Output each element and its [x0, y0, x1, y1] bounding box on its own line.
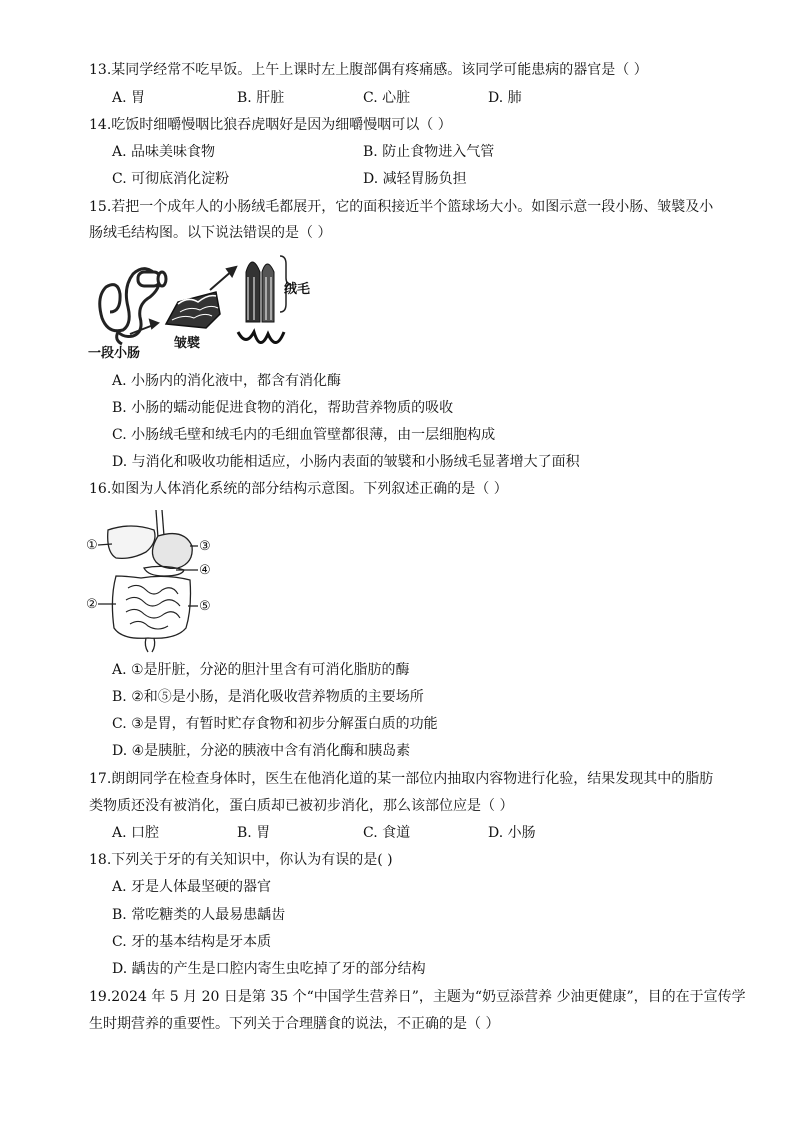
large-intestine-drawing — [112, 576, 190, 638]
question-16-stem: 16.如图为人体消化系统的部分结构示意图。下列叙述正确的是（ ） — [89, 481, 508, 497]
label-fold: 皱襞 — [174, 336, 201, 351]
digestive-system-figure — [86, 508, 218, 653]
q15-option-b: B. 小肠的蠕动能促进食物的消化，帮助营养物质的吸收 — [112, 400, 454, 416]
q15-option-c: C. 小肠绒毛壁和绒毛内的毛细血管壁都很薄，由一层细胞构成 — [112, 427, 496, 443]
q15-option-a: A. 小肠内的消化液中，都含有消化酶 — [112, 373, 342, 389]
q13-option-b: B. 肝脏 — [237, 90, 285, 106]
marker-3: ③ — [199, 539, 211, 554]
q18-option-a: A. 牙是人体最坚硬的器官 — [112, 879, 272, 895]
q14-option-c: C. 可彻底消化淀粉 — [112, 171, 230, 187]
question-15-stem-line2: 肠绒毛结构图。以下说法错误的是（ ） — [89, 225, 332, 241]
liver-drawing — [108, 526, 155, 558]
question-14-stem: 14.吃饭时细嚼慢咽比狼吞虎咽好是因为细嚼慢咽可以（ ） — [89, 117, 452, 133]
q16-option-b: B. ②和⑤是小肠，是消化吸收营养物质的主要场所 — [112, 689, 424, 705]
question-13-stem: 13.某同学经常不吃早饭。上午上课时左上腹部偶有疼痛感。该同学可能患病的器官是（ ） — [89, 62, 648, 78]
marker-4: ④ — [199, 563, 211, 578]
marker-5: ⑤ — [199, 599, 211, 614]
label-segment: 一段小肠 — [88, 346, 141, 361]
q14-option-b: B. 防止食物进入气管 — [363, 144, 495, 160]
small-intestine-drawing — [126, 585, 180, 629]
q16-option-d: D. ④是胰脏，分泌的胰液中含有消化酶和胰岛素 — [112, 743, 411, 759]
q16-option-c: C. ③是胃，有暂时贮存食物和初步分解蛋白质的功能 — [112, 716, 438, 732]
q17-option-a: A. 口腔 — [112, 825, 160, 841]
q14-option-a: A. 品味美味食物 — [112, 144, 216, 160]
q18-option-d: D. 龋齿的产生是口腔内寄生虫吃掉了牙的部分结构 — [112, 961, 426, 977]
arrow-to-fold-icon — [130, 320, 158, 334]
question-17-stem-line2: 类物质还没有被消化，蛋白质却已被初步消化，那么该部位应是（ ） — [89, 798, 514, 814]
q13-option-a: A. 胃 — [112, 90, 146, 106]
question-19-stem-line2: 生时期营养的重要性。下列关于合理膳食的说法，不正确的是（ ） — [89, 1016, 500, 1032]
villi-drawing — [238, 262, 284, 343]
q17-option-d: D. 小肠 — [488, 825, 536, 841]
q17-option-c: C. 食道 — [363, 825, 411, 841]
q18-option-c: C. 牙的基本结构是牙本质 — [112, 934, 272, 950]
small-intestine-figure — [88, 252, 328, 362]
q16-option-a: A. ①是肝脏，分泌的胆汁里含有可消化脂肪的酶 — [112, 662, 410, 678]
arrow-to-villi-icon — [210, 267, 236, 290]
marker-1: ① — [86, 538, 98, 553]
marker-2: ② — [86, 597, 98, 612]
question-15-stem-line1: 15.若把一个成年人的小肠绒毛都展开，它的面积接近半个篮球场大小。如图示意一段小肠、皱襞及小 — [89, 199, 714, 215]
q13-option-c: C. 心脏 — [363, 90, 411, 106]
esophagus-drawing — [156, 510, 158, 538]
q14-option-d: D. 减轻胃肠负担 — [363, 171, 467, 187]
pancreas-drawing — [144, 566, 184, 576]
question-17-stem-line1: 17.朗朗同学在检查身体时，医生在他消化道的某一部位内抽取内容物进行化验，结果发现其中的脂肪 — [89, 771, 714, 787]
question-18-stem: 18.下列关于牙的有关知识中，你认为有误的是( ) — [89, 852, 393, 868]
label-villi: 绒毛 — [284, 282, 311, 297]
q13-option-d: D. 肺 — [488, 90, 522, 106]
stomach-drawing — [152, 534, 192, 569]
q17-option-b: B. 胃 — [237, 825, 271, 841]
q15-option-d: D. 与消化和吸收功能相适应，小肠内表面的皱襞和小肠绒毛显著增大了面积 — [112, 454, 580, 470]
question-19-stem-line1: 19.2024 年 5 月 20 日是第 35 个“中国学生营养日”，主题为“奶豆添营养 少油更健康”，目的在于宣传学 — [89, 989, 746, 1005]
q18-option-b: B. 常吃糖类的人最易患龋齿 — [112, 907, 286, 923]
fold-block-drawing — [166, 292, 220, 328]
